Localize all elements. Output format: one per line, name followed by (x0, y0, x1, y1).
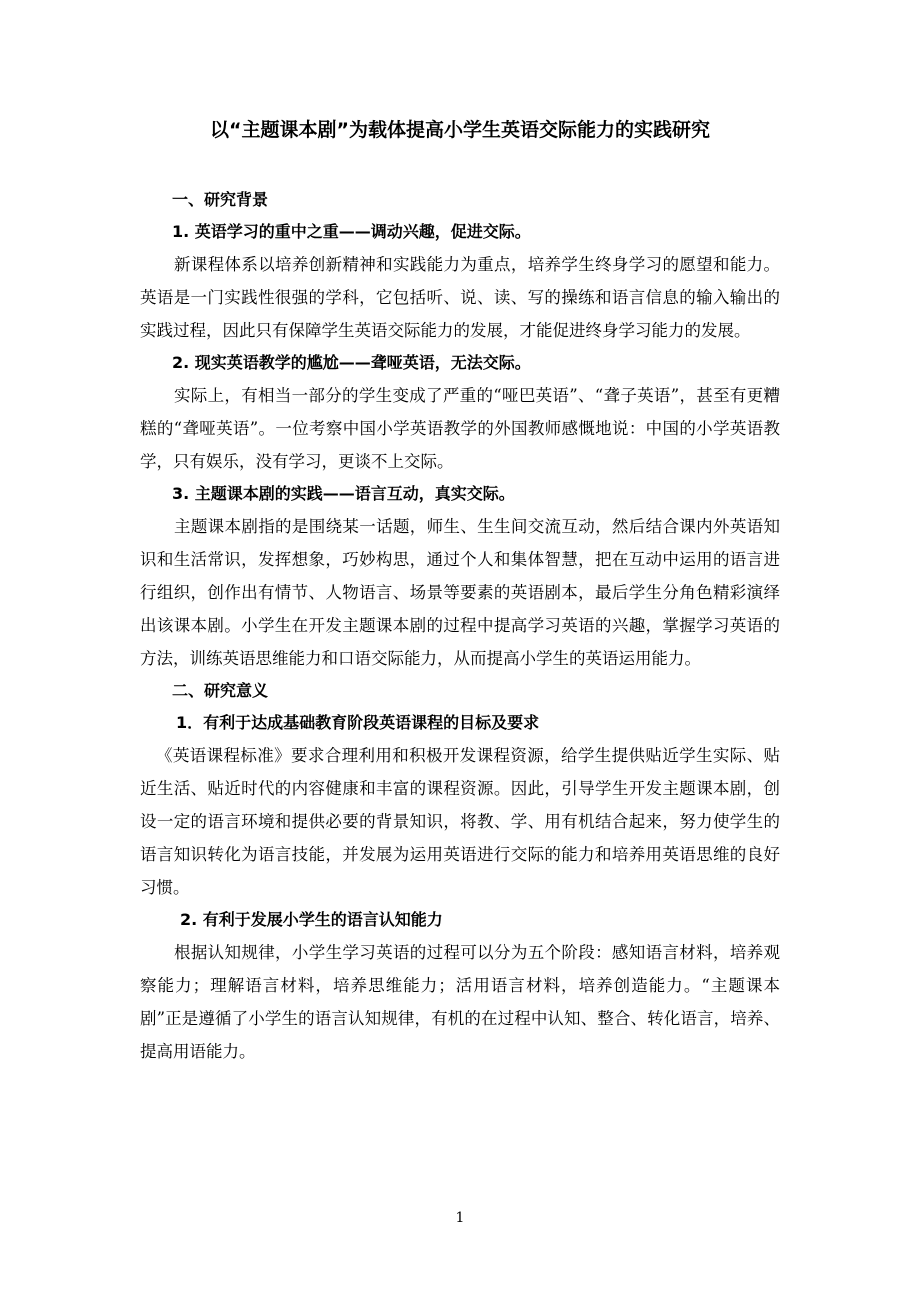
subheading-1-1: 1. 英语学习的重中之重——调动兴趣，促进交际。 (172, 222, 531, 241)
subheading-1-2: 2. 现实英语教学的尴尬——聋哑英语，无法交际。 (172, 353, 531, 372)
section-heading-significance: 二、研究意义 (172, 681, 269, 700)
section-heading-background: 一、研究背景 (172, 190, 269, 209)
paragraph-1-3: 主题课本剧指的是围绕某一话题，师生、生生间交流互动，然后结合课内外英语知识和生活常识，发挥想象，巧妙构思，通过个人和集体智慧，把在互动中运用的语言进行组织，创作出有情节、人物语言、场景等要素的英语剧本，最后学生分角色精彩演绎出该课本剧。小学生在开发主题课本剧的过程中提高学习英语的兴趣，掌握学习英语的方法，训练英语思维能力和口语交际能力，从而提高小学生的英语运用能力。 (140, 517, 780, 668)
subheading-1-3: 3. 主题课本剧的实践——语言互动，真实交际。 (172, 484, 515, 503)
paragraph-2-1: 《英语课程标准》要求合理利用和积极开发课程资源，给学生提供贴近学生实际、贴近生活、贴近时代的内容健康和丰富的课程资源。因此，引导学生开发主题课本剧，创设一定的语言环境和提供必要的背景知识，将教、学、用有机结合起来，努力使学生的语言知识转化为语言技能，并发展为运用英语进行交际的能力和培养用英语思维的良好习惯。 (140, 746, 780, 897)
subheading-2-2: 2. 有利于发展小学生的语言认知能力 (180, 910, 443, 929)
paragraph-2-2: 根据认知规律，小学生学习英语的过程可以分为五个阶段：感知语言材料，培养观察能力；理解语言材料，培养思维能力；活用语言材料，培养创造能力。“主题课本剧”正是遵循了小学生的语言认知规律，有机的在过程中认知、整合、转化语言，培养、提高用语能力。 (140, 943, 780, 1061)
subheading-2-1: 1．有利于达成基础教育阶段英语课程的目标及要求 (176, 713, 540, 732)
paragraph-1-1: 新课程体系以培养创新精神和实践能力为重点，培养学生终身学习的愿望和能力。英语是一门实践性很强的学科，它包括听、说、读、写的操练和语言信息的输入输出的实践过程，因此只有保障学生英语交际能力的发展，才能促进终身学习能力的发展。 (140, 255, 780, 340)
paragraph-1-2: 实际上，有相当一部分的学生变成了严重的“哑巴英语”、“聋子英语”，甚至有更糟糕的“聋哑英语”。一位考察中国小学英语教学的外国教师感慨地说：中国的小学英语教学，只有娱乐，没有学习，更谈不上交际。 (140, 386, 780, 471)
document-title: 以“主题课本剧”为载体提高小学生英语交际能力的实践研究 (210, 119, 710, 141)
page-number: 1 (455, 1210, 465, 1226)
document-body (140, 184, 780, 1068)
